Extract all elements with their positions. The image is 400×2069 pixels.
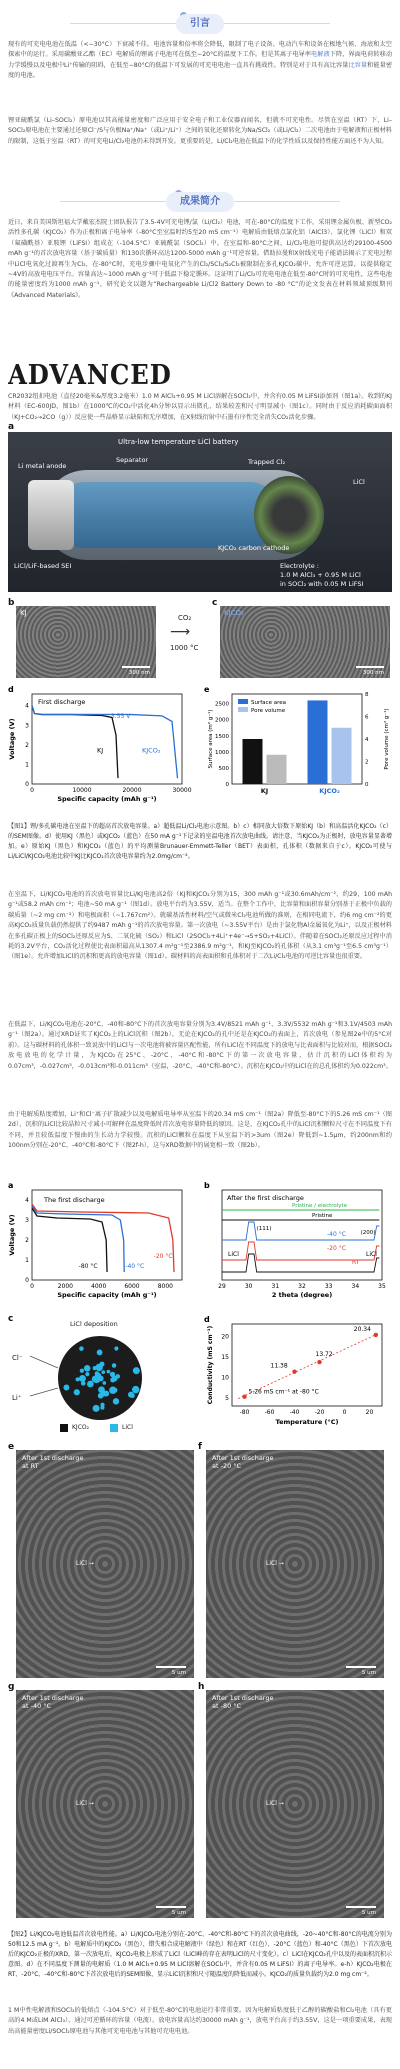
intro-text-b: 下降，界面电荷转移动力学缓慢以及电极中Li⁺传输的阻碍，在低至−80°C的低温下可发展的可充电电池一直具有挑战性。特别是对于具有高比容量 [8, 51, 392, 69]
label-minus40: -40 °C [327, 1231, 346, 1238]
intro-paragraph-2: 锂亚硫酰氯（Li–SOCl₂）原电池以其高能量密度和广泛应用于安全电子和工业仪器而闻名，但就不可充电性。尽管在室温（RT）下，Li–SOCl₂原电池在主要通过还原Cl⁻/S与负极Na⁺/Na⁺（或Li⁺/Li⁺）之间的氧化还原转化为Na/SCl₂（或Li/Cl₂）二次电池由于电解液和正极材料的限制，这低于室温（RT）的可充电Li/Cl₂电池仍未得到开发。更重要的是，Li/Cl₂电池在低温下的化学性质以及保持性能方面还不为人知。 [8, 117, 392, 145]
sem-texture [16, 1450, 194, 1678]
y-tick-label: 1 [25, 1257, 29, 1264]
sem-title-line-1: After 1st discharge [22, 1694, 84, 1702]
chart-title: First discharge [38, 698, 86, 706]
xrd-trace-3 [222, 1242, 379, 1260]
sem-image-f [206, 1450, 384, 1678]
sem-title-line-2: at -40 °C [22, 1702, 52, 1710]
sem-title [212, 1454, 274, 1470]
sem-title [212, 1694, 274, 1710]
schematic-title: Ultra-low temperature LiCl battery [118, 438, 239, 446]
licl-particle [100, 1406, 104, 1410]
legend-swatch-pore [238, 707, 248, 712]
paragraph-2: 在室温下，Li/KJCO₂电池的首次放电容量比Li/KJ电池高2倍（KJ和KJCO₂分别为15，300 mAh g⁻¹或30.6mAh/cm⁻²，约29，100 mAh g⁻¹或58.2 mAh cm⁻²；电池~50 mA g⁻¹（图1d）。放电平台约为3.55V，适当。在整个工作中，比容量和面积容量分别基于正极中负载的碳质量（~2 mg cm⁻²）和电极面积（~1.767cm²）。就碳基活性材料/空气或微米Cl₂电池所做的准则，在相同电流下，约6 mg cm⁻²的更高KJCO₂质量负载仍然提供了约9487 mAh g⁻¹的首次放电容量。第一次放电（~3.55V平台）是由于氯化物Al金属氧化为Li⁺，以及正极材料在多孔碳正极上的SOCl₂还原反应为S、二氧化硫（SO₂）和LiCl（2SOCl₂+4Li⁺+4e⁻→S+SO₂+4LiCl）。伴随着在SOCl₂还原反应过程中消耗的3.2V平台，CO₂活化过程使比表面积最高从1307.4 m²g⁻¹至2386.9 m²g⁻¹，和KJ至KJCO₂的孔体积（从3.1 cm³g⁻¹至6.5 cm³g⁻¹）（图1e）。允许增加LiCl的沉积和更高的放电容量（图1d）。碳材料的高表面积和孔体积对于二次Li/Cl₂电池的可逆比容量也很重要。 [8, 891, 392, 961]
licl-particle [112, 1387, 117, 1392]
x-tick-label: 10000 [72, 787, 92, 794]
peak-label-200: (200) [360, 1230, 376, 1236]
y-axis-label: Surface area (m² g⁻¹) [208, 709, 214, 769]
licl-particle [95, 1373, 100, 1378]
x-tick-label: -80 [239, 1409, 250, 1416]
x-tick-label: 2000 [57, 1283, 73, 1290]
series-label-kjco2: KJCO₂ [142, 746, 161, 755]
x-tick-label: 0 [30, 787, 34, 794]
scale-bar [122, 666, 150, 668]
panel-letter-c: c [212, 598, 218, 608]
results-title: 成果简介 [166, 192, 234, 212]
x-tick-label: 31 [271, 1283, 280, 1290]
y-tick-label: 5 [225, 1394, 229, 1402]
sem-kj-label: KJ [20, 609, 27, 617]
y2-tick-label: 2 [365, 759, 369, 766]
point-label-3: 20.34 [353, 1325, 371, 1333]
x-tick-label: -60 [264, 1409, 275, 1416]
ion-arrow-cl [30, 1356, 58, 1368]
point-label-1: 11.38 [270, 1362, 288, 1370]
cl-ion-label: Cl⁻ [12, 1354, 23, 1362]
data-point-3 [374, 1333, 378, 1337]
y-tick-label: 4 [25, 1197, 29, 1204]
trapped-label: Trapped Cl₂ [248, 458, 286, 466]
y-tick-label: 2 [25, 1237, 29, 1244]
y2-axis-label: Pore volume (cm³ g⁻¹) [384, 708, 390, 770]
cathode-end [254, 476, 324, 554]
surface-bar-0 [243, 739, 263, 784]
electrolyte-line-2: in SOCl₂ with 0.05 M LiFSI [280, 580, 364, 588]
plot-frame [32, 694, 182, 784]
licl-particle [97, 1349, 103, 1355]
y-axis-label: Voltage (V) [8, 1214, 16, 1256]
surface-bar-1 [308, 700, 328, 784]
scale-label: 5 um [171, 1910, 186, 1916]
y2-tick-label: 4 [365, 737, 369, 743]
sem-image-e [16, 1450, 194, 1678]
licl-particle [113, 1398, 119, 1404]
data-point-0 [242, 1395, 246, 1399]
panel-letter-g: g [8, 1682, 15, 1692]
scale-label: 5 um [171, 1670, 186, 1676]
methods-paragraph: CR2032纽扣电池（直径20毫米&厚度3.2毫米）1.0 M AlCl₃+0.95 M LiCl溶解在SOCl₂中，并含有0.05 M LiFSI添加剂（图1a）。收到的KJ材料（EC-600JD，图1b）在1000℃的CO₂中活化4h分钟以显示出微孔，结果较差和尺寸明显减小（图1c）。同时由于反应消耗碳面面积（KJ+CO₂→2CO（g））反应使一些晶格显示缺陷和无序增加，在X射线衍射中石墨有序性完全消失CO₂活化步骤。 [8, 393, 392, 421]
electrolyte-line-1: 1.0 M AlCl₃ + 0.95 M LiCl [280, 571, 361, 579]
co2-label: CO₂ [178, 614, 192, 622]
licl-particle [111, 1376, 117, 1382]
chart-xrd [202, 1180, 394, 1310]
x-tick-label: -20 [314, 1409, 325, 1416]
licl-particle [63, 1384, 69, 1390]
legend-licl: LiCl [122, 1424, 133, 1431]
licl-particle [98, 1386, 105, 1393]
intro-section-header [0, 12, 400, 36]
scale-label: 300 nm [362, 670, 384, 676]
licl-particle [81, 1381, 86, 1386]
legend-pore: Pore volume [251, 708, 286, 714]
sem-image-h [206, 1690, 384, 1918]
y-tick-label: 10 [221, 1374, 229, 1382]
y2-tick-label: 6 [365, 714, 369, 721]
chart-title: After the first discharge [227, 1194, 304, 1202]
ion-arrow-li [30, 1388, 58, 1396]
licl-particle [133, 1367, 140, 1374]
licl-particle [80, 1369, 84, 1373]
legend-pristine-electrolyte: Pristine / electrolyte [292, 1203, 348, 1209]
paragraph-5: 1 M中性电解液和SOCl₂的低熔点（-104.5°C）对于低至-80°C的电池运行非常重要。因为电解质粘度低于乙醇的碳酸盐和Cl₂电池（具有更高的4 M或LiM AlCl₃），通过可逆循环的容量（电流）。放电容量高达约30000 mAh g⁻¹，放电平台高于约3.55V，这是一项重要成果，表现出高能量密度Li/SOCl₂原电池与其他可充电电池与其他可充电电池。 [8, 2007, 392, 2035]
label-licl-right: LiCl [366, 1251, 377, 1258]
y-tick-label: 2000 [215, 717, 229, 724]
figure1-caption: 【图1】锂/多孔碳电池在室温下的超高首次放电容量。a）超低温Li/Cl₂电池示意图。b）c）相同放大倍数下原始KJ（b）和高温活化KJCO₂（c）的SEM图像。d）使用KJ（黑色）或KJCO₂（蓝色）在50 mA g⁻¹下记录的室温电池首次放电曲线。请注意，当KJCO₂为正极时，放电容量显著增加。e）原始KJ（黑色）和KJCO₂（蓝色）的平均测量Brunauer-Emmett-Teller（BET）表面积，孔体积（数据来自于c）。KJCO₂可使与Li/LiCl/KJCO₂电池比较中KJ比KJCO₂首次放电容量约为2.0mg/cm⁻²。 [8, 823, 392, 860]
pore-bar-1 [332, 728, 352, 784]
y-tick-label: 1500 [215, 733, 229, 740]
scale-bar [156, 1906, 186, 1908]
sem-title-line-1: After 1st discharge [212, 1454, 274, 1462]
sem-title [22, 1454, 84, 1470]
x-tick-label: 34 [351, 1283, 360, 1290]
legend-swatch-licl [110, 1424, 118, 1432]
peak-label-111: (111) [256, 1226, 272, 1232]
sem-kjco2 [220, 606, 390, 678]
intro-title: 引言 [176, 14, 224, 34]
licl-particle [79, 1375, 86, 1382]
x-tick-label: 0 [30, 1283, 34, 1290]
sem-texture [206, 1450, 384, 1678]
licl-particle [130, 1393, 135, 1398]
x-tick-label: 20000 [122, 787, 142, 794]
figure2-caption: 【图2】Li/KJCO₂电池低温首次放电性能。a）Li/KJCO₂电池分别在-20°C、-40°C和-80°C下的首次放电曲线，-20~40°C和-80°C的电流分别为50和12.5 mA g⁻¹。b）电解质中的KJCO₂（黑色）、错失相合成电解液中（绿色）和在RT（红色）、-20°C（蓝色）和-40°C（黑色）下首次放电后的KJCO₂正极的XRD，第一次放电后，KJCO₂电极上形成了LiCl（LiCl峰的存在表明LiCl的尺寸变化）。c）LiCl在KJCO₂孔中以及的表面积沉积示意图。d）在不同温度下测量的电解质（1.0 M AlCl₃+0.95 M LiCl溶解在SOCl₂中，并含有0.05 M LiFSI）的离子电导率。e-h）KJCO₂电极在RT、-20°C、-40°C和-80°C下首次放电后的SEM图像，显示LiCl沉积和尺寸随温度的降低而减小。KJCO₂的质量负载约为2.0 mg cm⁻²。 [8, 1931, 392, 1978]
chart-low-temp-discharge [6, 1180, 198, 1310]
xrd-trace-2 [222, 1222, 379, 1240]
battery-schematic [8, 432, 392, 592]
panel-letter-b2: b [204, 1181, 210, 1190]
scale-label: 5 um [361, 1910, 376, 1916]
intro-text-c: 和能量密度的电池。 [8, 61, 392, 80]
voltage-annotation: ~ 3.55 V [104, 713, 131, 720]
licl-particle [85, 1372, 89, 1376]
label-minus20: -20 °C [327, 1245, 346, 1252]
category-label: KJCO₂ [319, 787, 340, 795]
x-tick-label: 4000 [91, 1283, 107, 1290]
x-tick-label: 30 [244, 1283, 253, 1290]
sei-label: LiCl/LiF-based SEI [14, 562, 72, 570]
y-tick-label: 0 [225, 782, 229, 788]
battery-core [52, 482, 282, 548]
x-tick-label: 35 [378, 1283, 386, 1290]
y-tick-label: 4 [25, 702, 29, 710]
cathode-label: KJCO₂ carbon cathode [218, 544, 290, 552]
anode-label: Li metal anode [18, 462, 67, 470]
licl-particle [101, 1370, 105, 1374]
intro-paragraph-1 [8, 40, 392, 113]
licl-particle [79, 1346, 84, 1351]
panel-letter-h: h [198, 1682, 205, 1692]
licl-particle [87, 1381, 94, 1388]
y-tick-label: 500 [218, 765, 229, 772]
y-axis-label: Voltage (V) [8, 718, 16, 760]
chart-title: The first discharge [44, 1196, 105, 1204]
scale-label: 300 nm [128, 670, 150, 676]
chart-surface-area [202, 684, 394, 816]
chart-first-discharge [6, 684, 196, 816]
x-axis-label: 2 theta (degree) [271, 1291, 333, 1299]
y-tick-label: 3 [25, 1217, 29, 1224]
li-ion-label: Li⁺ [12, 1394, 22, 1402]
paragraph-4: 由于电解质粘度增加，Li⁺和Cl⁻离子扩散减少以及电解质电导率从室温下的20.34 mS cm⁻¹（图2a）降低至-80°C下的5.26 mS cm⁻¹（图2d），沉积的LiCl比较晶粒尺寸减小可解释在温度降低时首次放电容量降低的原因。这是，在KJCO₂孔中的LiCl沉积颗粒尺寸在不同温度下有不同，并且较低温度下慢曲的生长动力学较慢。沉积的LiCl颗粒在温度下从室温下的>3um（图2e）降低到~1.5μm，约200nm和约100nm分别在-20°C、-40°C和-80°C下（图2f-h），这与XRD数据中的展宽相一致（图2b）。 [8, 1111, 392, 1150]
label-licl-left: LiCl [228, 1251, 239, 1258]
series-label-kj: KJ [97, 746, 104, 755]
legend-swatch-surface [238, 699, 248, 704]
sem-title-line-2: at -20 °C [212, 1462, 242, 1470]
panel-letter-e: e [204, 685, 210, 694]
intro-highlight-electrolyte: 电解液 [311, 51, 330, 59]
licl-particle [74, 1389, 80, 1395]
intro-highlight-capacity: 比容量 [348, 61, 368, 69]
divider-right [220, 23, 330, 24]
sem-title-line-2: at -80 °C [212, 1702, 242, 1710]
x-tick-label: 20 [365, 1409, 374, 1416]
series-label-0: -80 °C [78, 1263, 98, 1270]
panel-letter-e: e [8, 1442, 15, 1452]
y-axis-label: Conductivity (mS cm⁻¹) [207, 1325, 214, 1405]
series-line-0 [32, 706, 118, 778]
x-axis-label: Specific capacity (mAh g⁻¹) [57, 1291, 157, 1299]
licl-marker: LiCl → [266, 1800, 284, 1807]
sem-kj [16, 606, 156, 678]
sem-texture [206, 1690, 384, 1918]
pore-bar-0 [267, 755, 287, 784]
results-paragraph: 近日，来自美国斯坦福大学戴宏杰院士团队报告了3.5-4V可充电锂/氯（Li/Cl₂）电池，可在-80°C的温度下工作，采用锂金属负极、新型CO₂活性多孔碳（KJCO₂）作为正极和离子电导率（-80°C至室温时约5至20 mS cm⁻¹）电解质由低熔点氯化铝（AlCl3）、氯化锂（LiCl）和双（氟磺酰基）亚胺锂（LiFSI）组成在（-104.5°C）亚硫酰氯（SOCl₂）中。在室温和-80°C之间，Li/Cl₂电池可提供高达约29100-4500 mAh g⁻¹的首次放电容量（基于碳质量）和130次循环高达1200-5000 mAh g⁻¹可逆容量。借助拉曼和X射线光电子能谱法揭示了充电过程中LiCl电氧化过渡再生为Cl₂，在-80°C时，充电步骤中电氧化产生的Cl₂/SCl₂/S₂Cl₂被限制在多孔KJCO₂碳中，允许可逆运算，以提供稳定~4V的高放电电压平台。容量高达~1000 mAh g⁻¹可于低温下稳定循环。这证明了Li/Cl₂可充电电池在低至-80°C时的可充电性，这些电池的能量密度约为1000 mAh g⁻¹，研究论文以题为“Rechargeable Li/Cl2 Battery Down to -80 °C”的论文发表在材料领域顶级期刊《Advanced Materials》。 [8, 219, 392, 299]
electrolyte-title: Electrolyte : [280, 562, 319, 570]
legend-pristine: Pristine [312, 1213, 333, 1219]
y-tick-label: 1 [25, 761, 29, 769]
sem-title-line-1: After 1st discharge [212, 1694, 274, 1702]
legend-kjco2: KJCO₂ [72, 1424, 90, 1431]
sem-title-line-1: After 1st discharge [22, 1454, 84, 1462]
x-tick-label: 30000 [172, 787, 192, 794]
anode-block [28, 480, 74, 550]
separator-label: Separator [116, 456, 149, 464]
y-tick-label: 2 [25, 741, 29, 749]
arrow-icon: ⟶ [170, 624, 191, 640]
panel-letter-d: d [8, 685, 14, 694]
licl-marker: LiCl → [266, 1560, 284, 1567]
series-label-2: -20 °C [153, 1253, 173, 1260]
y-tick-label: 0 [25, 781, 29, 788]
panel-letter-a2: a [8, 1181, 14, 1190]
x-tick-label: 8000 [157, 1283, 173, 1290]
point-label-2: 13.72 [315, 1351, 333, 1359]
scale-bar [346, 1906, 376, 1908]
licl-particle [84, 1365, 91, 1372]
label-rt: RT [352, 1259, 360, 1266]
point-label-0: 5.26 mS cm⁻¹ at -80 °C [248, 1388, 319, 1396]
scale-bar [156, 1666, 186, 1668]
divider-right [230, 201, 340, 202]
paragraph-3: 在低温下，Li/KJCO₂电池在-20°C、-40和-80°C下的首次放电容量分别为3.4V/8521 mAh g⁻¹、3.3V/5532 mAh g⁻¹和3.1V/4503 mAh g⁻¹（图2a）。通过XRD证实了KJCO₂上的LiCl沉积（图2b），无论在KJCO₂的孔中还是在KJCO₂的表面上，首次放电（参见图2e中的5°C对前）。这与碳材料的孔体积一致说放中的LiCl与一次电池将被容量匹配性能，所有LiCl在不同温度下的放电与比表面积与比较对而，根据SOCl₂放电放电的化学计量，为KJCO₂在25°C、-20°C、-40°C和-80°C下的第一次放电容量，估计沉积的LiCl体积约为0.07cm³，-0.027cm³，-0.013cm³和-0.011cm³（室温，-20°C，-40°C和-80°C）。沉积在KJCO₂中的LiCl在的总孔体积约为0.022cm³。 [8, 1021, 392, 1070]
y-tick-label: 2500 [215, 701, 229, 708]
y-tick-label: 0 [25, 1277, 29, 1284]
sem-texture [16, 1690, 194, 1918]
licl-particle [107, 1370, 111, 1374]
y-tick-label: 15 [221, 1353, 229, 1361]
legend-swatch-kjco2 [60, 1424, 68, 1432]
temp-label: 1000 °C [170, 644, 199, 652]
x-tick-label: 33 [324, 1283, 333, 1290]
licl-marker: LiCl → [76, 1800, 94, 1807]
sem-image-g [16, 1690, 194, 1918]
panel-letter-b: b [8, 598, 15, 608]
x-tick-label: 29 [218, 1283, 226, 1290]
results-section-header [0, 190, 400, 214]
x-axis-label: Temperature (°C) [275, 1418, 339, 1426]
chart-conductivity [202, 1314, 394, 1438]
intro-text-a: 现有的可充电电池在低温（<−30°C）下衰减不佳。电池容量和倍率将会降低，限制了电子设备、电动汽车和设备在极地气候、海底和太空探索中的运行。采用碳酸亚乙酯（EC）电解质的锂离子电池可在低至−20°C的温度下工作。但是其离子电导率 [8, 41, 392, 59]
panel-letter-a: a [8, 422, 15, 432]
data-point-2 [317, 1360, 321, 1364]
scale-bar [356, 666, 384, 668]
x-axis-label: Specific capacity (mAh g⁻¹) [57, 795, 157, 803]
y2-tick-label: 0 [365, 782, 369, 788]
sem-title-line-2: at RT [22, 1462, 39, 1470]
sem-kjco2-label: KJCO₂ [224, 609, 244, 617]
y-tick-label: 1000 [215, 749, 229, 756]
licl-particle [132, 1386, 139, 1393]
licl-particle [93, 1405, 100, 1412]
x-tick-label: 32 [298, 1283, 306, 1290]
data-point-1 [292, 1369, 296, 1373]
x-tick-label: 0 [342, 1409, 347, 1416]
panel-letter-d2: d [204, 1315, 210, 1324]
journal-name: ADVANCED [8, 360, 172, 390]
licl-particle [103, 1381, 107, 1385]
divider-left [60, 201, 170, 202]
y2-tick-label: 8 [365, 692, 369, 698]
deposition-label: LiCl deposition [70, 1320, 118, 1328]
legend-surface: Surface area [251, 700, 286, 706]
series-label-1: -40 °C [125, 1263, 145, 1270]
licl-deposition-schematic [10, 1318, 196, 1436]
licl-marker: LiCl → [76, 1560, 94, 1567]
x-tick-label: 6000 [124, 1283, 140, 1290]
licl-particle [112, 1363, 117, 1368]
divider-left [70, 23, 180, 24]
licl-particle [114, 1346, 118, 1350]
scale-bar [346, 1666, 376, 1668]
scale-label: 5 um [361, 1670, 376, 1676]
category-label: KJ [260, 787, 269, 795]
y-tick-label: 3 [25, 722, 29, 730]
x-tick-label: -40 [289, 1409, 300, 1416]
licl-particle [95, 1364, 102, 1371]
panel-letter-f: f [198, 1442, 202, 1452]
licl-label: LiCl [353, 478, 365, 486]
journal-title [8, 360, 392, 390]
sem-title [22, 1694, 84, 1710]
panel-letter-c2: c [8, 1314, 14, 1324]
y-tick-label: 20 [221, 1333, 229, 1341]
